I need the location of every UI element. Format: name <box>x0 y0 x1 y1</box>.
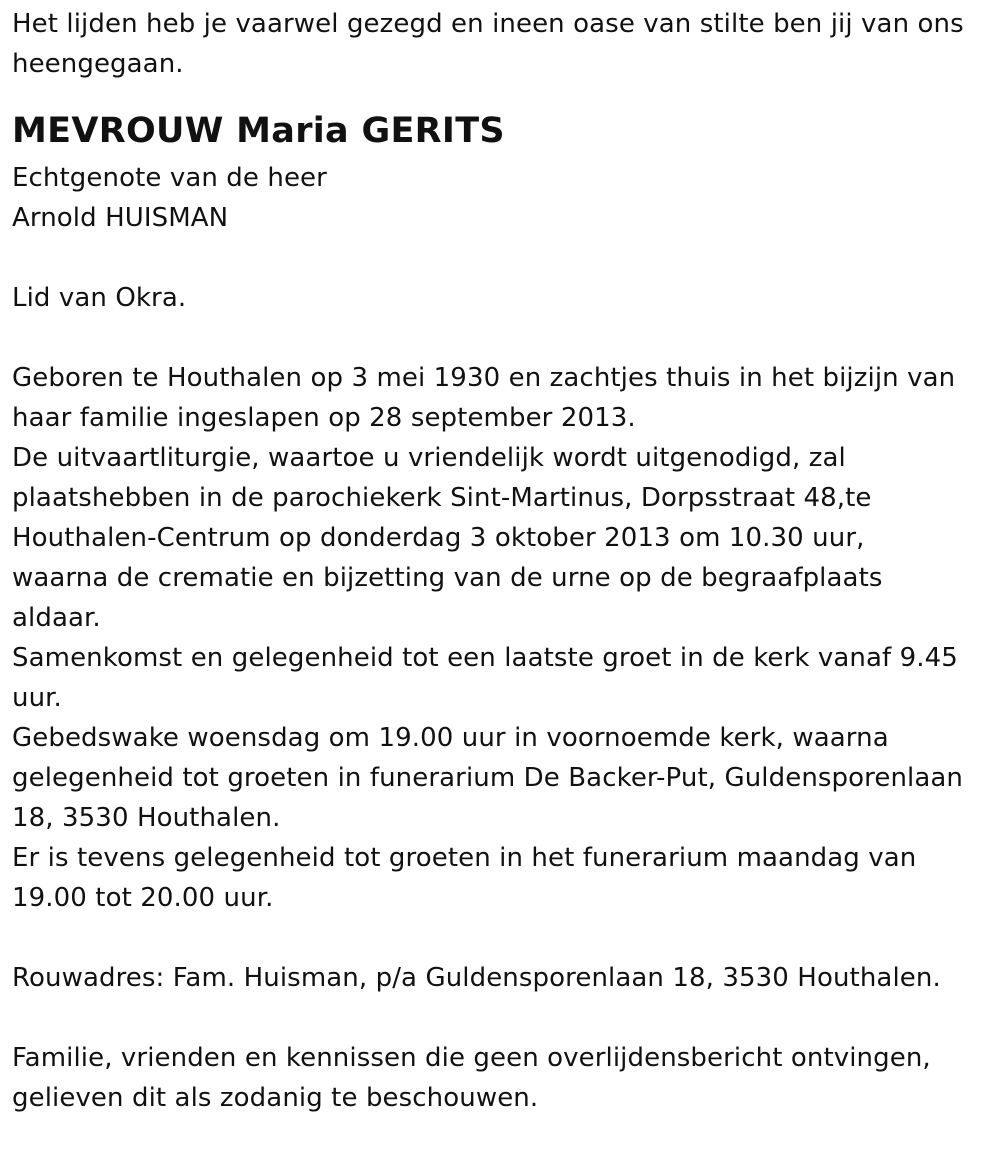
closing-line: Familie, vrienden en kennissen die geen overlijdensbericht ontvingen, <box>12 1043 931 1073</box>
details-line: waarna de crematie en bijzetting van de urne op de begraafplaats <box>12 563 883 593</box>
details-line: 18, 3530 Houthalen. <box>12 803 281 833</box>
details-line: Gebedswake woensdag om 19.00 uur in voornoemde kerk, waarna <box>12 723 889 753</box>
details-line: 19.00 tot 20.00 uur. <box>12 883 274 913</box>
details-line: Samenkomst en gelegenheid tot een laatste groet in de kerk vanaf 9.45 <box>12 643 958 673</box>
details-line: uur. <box>12 683 62 713</box>
spacer <box>12 318 988 358</box>
intro-line: Het lijden heb je vaarwel gezegd en ineen oase van stilte ben jij van ons <box>12 9 964 39</box>
spouse-line: Arnold HUISMAN <box>12 203 229 233</box>
spouse-line: Echtgenote van de heer <box>12 163 327 193</box>
mourning-address: Rouwadres: Fam. Huisman, p/a Guldensporenlaan 18, 3530 Houthalen. <box>12 963 941 993</box>
details-line: Er is tevens gelegenheid tot groeten in het funerarium maandag van <box>12 843 917 873</box>
details-line: De uitvaartliturgie, waartoe u vriendelijk wordt uitgenodigd, zal <box>12 443 846 473</box>
spacer <box>12 238 988 278</box>
spacer <box>12 918 988 958</box>
details-line: Geboren te Houthalen op 3 mei 1930 en zachtjes thuis in het bijzijn van <box>12 363 956 393</box>
closing-note <box>12 1038 988 1118</box>
closing-line: gelieven dit als zodanig te beschouwen. <box>12 1083 539 1113</box>
spacer <box>12 998 988 1038</box>
details-line: Houthalen-Centrum op donderdag 3 oktober 2013 om 10.30 uur, <box>12 523 865 553</box>
spouse-info <box>12 158 988 238</box>
details-line: haar familie ingeslapen op 28 september 2013. <box>12 403 636 433</box>
deceased-name: MEVROUW Maria GERITS <box>12 111 505 151</box>
intro-verse <box>12 4 988 84</box>
funeral-details <box>12 358 988 918</box>
details-line: plaatshebben in de parochiekerk Sint-Martinus, Dorpsstraat 48,te <box>12 483 872 513</box>
details-line: aldaar. <box>12 603 101 633</box>
intro-line: heengegaan. <box>12 49 184 79</box>
membership-text: Lid van Okra. <box>12 283 187 313</box>
details-line: gelegenheid tot groeten in funerarium De Backer-Put, Guldensporenlaan <box>12 763 964 793</box>
